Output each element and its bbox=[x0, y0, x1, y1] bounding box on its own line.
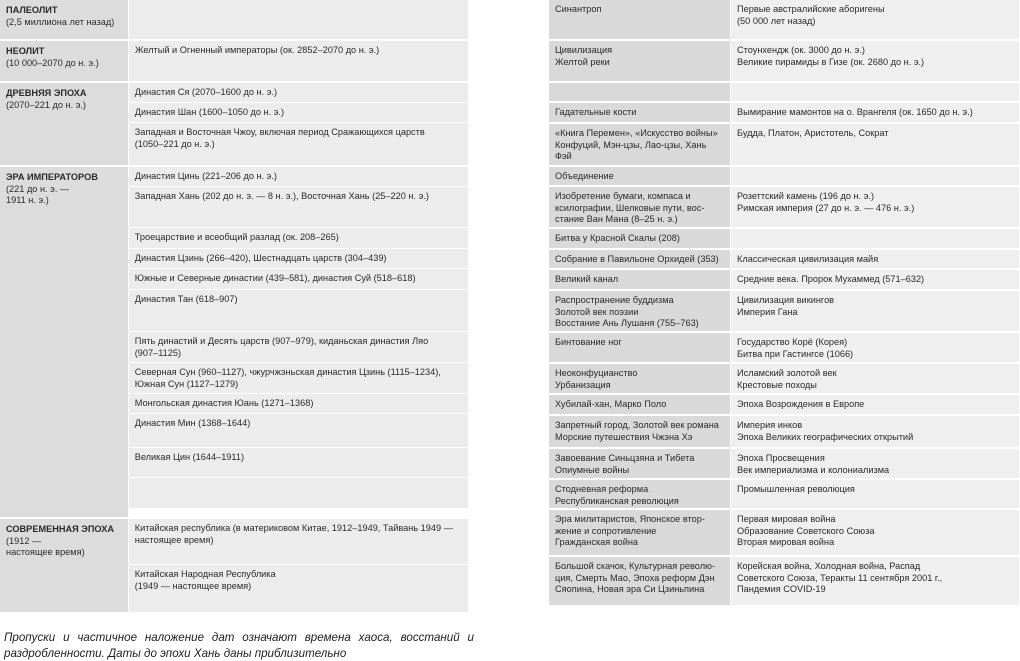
world-event: Цивилизация викингов Империя Гана bbox=[730, 291, 1019, 331]
world-event: Корейская война, Холодная война, Распад Советского Союза, Теракты 11 сентября 2001 г., Пандемия COVID-19 bbox=[730, 557, 1019, 605]
china-event: Битва у Красной Скалы (208) bbox=[549, 229, 730, 248]
dynasty-cell: Желтый и Огненный императоры (ок. 2852–2070 до н. э.) bbox=[128, 41, 468, 81]
event-row bbox=[549, 103, 1019, 124]
world-event: Эпоха Возрождения в Европе bbox=[730, 395, 1019, 414]
era-row-paleolith bbox=[0, 0, 468, 41]
dynasty-item: Южные и Северные династии (439–581), династия Суй (518–618) bbox=[129, 269, 468, 290]
event-row bbox=[549, 364, 1019, 395]
event-row bbox=[549, 229, 1019, 250]
world-event bbox=[730, 83, 1019, 101]
china-event: Завоевание Синьцзяна и Тибета Опиумные войны bbox=[549, 449, 730, 478]
dynasty-item: Монгольская династия Юань (1271–1368) bbox=[129, 394, 468, 414]
era-row-emperors bbox=[0, 167, 468, 519]
events-table bbox=[549, 0, 1019, 605]
era-date: (221 до н. э. — 1911 н. э.) bbox=[6, 183, 70, 205]
dynasty-item: Династия Цинь (221–206 до н. э.) bbox=[129, 167, 468, 187]
world-event: Эпоха Просвещения Век империализма и колониализма bbox=[730, 449, 1019, 478]
era-date: (2,5 миллиона лет назад) bbox=[6, 16, 115, 27]
event-row bbox=[549, 416, 1019, 449]
china-event: Запретный город, Золотой век романа Морские путешествия Чжэна Хэ bbox=[549, 416, 730, 447]
event-row bbox=[549, 167, 1019, 187]
world-event bbox=[730, 229, 1019, 248]
china-event: Собрание в Павильоне Орхидей (353) bbox=[549, 250, 730, 268]
dynasty-item: Династия Цзинь (266–420), Шестнадцать царств (304–439) bbox=[129, 249, 468, 269]
era-cell bbox=[0, 83, 128, 165]
dynasty-item: Китайская Народная Республика (1949 — настоящее время) bbox=[129, 565, 468, 612]
china-event: Большой скачок, Культурная револю- ция, Смерть Мао, Эпоха реформ Дэн Сяопина, Новая эра Си Цзиньпина bbox=[549, 557, 730, 605]
world-event: Стоунхендж (ок. 3000 до н. э.) Великие пирамиды в Гизе (ок. 2680 до н. э.) bbox=[730, 41, 1019, 81]
china-event: Гадательные кости bbox=[549, 103, 730, 122]
world-event: Исламский золотой век Крестовые походы bbox=[730, 364, 1019, 393]
world-event: Первая мировая война Образование Советского Союза Вторая мировая война bbox=[730, 510, 1019, 555]
caption: Пропуски и частичное наложение дат означают времена хаоса, восстаний и раздробленности. Даты до эпохи Хань даны приблизительно bbox=[4, 631, 474, 660]
event-row bbox=[549, 333, 1019, 364]
era-name: ЭРА ИМПЕРАТОРОВ bbox=[6, 172, 98, 182]
china-event: «Книга Перемен», «Искусство войны» Конфуций, Мэн-цзы, Лао-цзы, Хань Фэй bbox=[549, 124, 730, 165]
china-event: Синантроп bbox=[549, 0, 730, 39]
event-row bbox=[549, 395, 1019, 416]
event-row bbox=[549, 124, 1019, 167]
event-row bbox=[549, 250, 1019, 270]
dynasty-cell bbox=[128, 0, 468, 39]
era-row-ancient bbox=[0, 83, 468, 167]
event-row bbox=[549, 557, 1019, 605]
world-event: Розеттский камень (196 до н. э.) Римская империя (27 до н. э. — 476 н. э.) bbox=[730, 187, 1019, 227]
event-row bbox=[549, 449, 1019, 480]
era-cell bbox=[0, 0, 128, 39]
era-row-modern bbox=[0, 519, 468, 614]
dynasty-item: Троецарствие и всеобщий разлад (ок. 208–265) bbox=[129, 228, 468, 249]
china-event bbox=[549, 83, 730, 101]
event-row bbox=[549, 510, 1019, 557]
event-row bbox=[549, 83, 1019, 103]
era-cell bbox=[0, 519, 128, 612]
china-event: Эра милитаристов, Японское втор- жение и сопротивление Гражданская война bbox=[549, 510, 730, 555]
era-date: (10 000–2070 до н. э.) bbox=[6, 57, 99, 68]
china-event: Неоконфуцианство Урбанизация bbox=[549, 364, 730, 393]
era-name: СОВРЕМЕННАЯ ЭПОХА bbox=[6, 524, 114, 534]
dynasty-item: Династия Шан (1600–1050 до н. э.) bbox=[129, 103, 468, 124]
event-row bbox=[549, 270, 1019, 291]
china-event: Объединение bbox=[549, 167, 730, 185]
world-event: Классическая цивилизация майя bbox=[730, 250, 1019, 268]
dynasty-item: Северная Сун (960–1127), чжурчжэньская династия Цзинь (1115–1234), Южная Сун (1127–1279) bbox=[129, 363, 468, 394]
dynasty-list bbox=[128, 519, 468, 612]
event-row bbox=[549, 187, 1019, 229]
china-event: Хубилай-хан, Марко Поло bbox=[549, 395, 730, 414]
china-event: Изобретение бумаги, компаса и ксилографии, Шелковые пути, вос- стание Ван Мана (8–25 н. э.) bbox=[549, 187, 730, 227]
dynasty-list bbox=[128, 83, 468, 165]
dynasty-item: Династия Тан (618–907) bbox=[129, 290, 468, 332]
era-cell bbox=[0, 167, 128, 517]
dynasty-item: Династия Мин (1368–1644) bbox=[129, 414, 468, 448]
event-row bbox=[549, 480, 1019, 510]
world-event: Вымирание мамонтов на о. Врангеля (ок. 1650 до н. э.) bbox=[730, 103, 1019, 122]
era-row-neolith bbox=[0, 41, 468, 83]
china-event: Цивилизация Желтой реки bbox=[549, 41, 730, 81]
event-row bbox=[549, 291, 1019, 333]
era-name: ДРЕВНЯЯ ЭПОХА bbox=[6, 88, 87, 98]
china-event: Распространение буддизма Золотой век поэзии Восстание Ань Лушаня (755–763) bbox=[549, 291, 730, 331]
era-name: НЕОЛИТ bbox=[6, 46, 45, 56]
event-row bbox=[549, 41, 1019, 83]
china-event: Бинтование ног bbox=[549, 333, 730, 362]
dynasty-item: Западная Хань (202 до н. э. — 8 н. э.), Восточная Хань (25–220 н. э.) bbox=[129, 187, 468, 228]
china-event: Великий канал bbox=[549, 270, 730, 289]
dynasty-item: Пять династий и Десять царств (907–979), киданьская династия Ляо (907–1125) bbox=[129, 332, 468, 363]
world-event: Будда, Платон, Аристотель, Сократ bbox=[730, 124, 1019, 165]
dynasty-item bbox=[129, 478, 468, 508]
world-event: Империя инков Эпоха Великих географических открытий bbox=[730, 416, 1019, 447]
world-event: Промышленная революция bbox=[730, 480, 1019, 508]
era-date: (2070–221 до н. э.) bbox=[6, 99, 86, 110]
dynasty-list bbox=[128, 167, 468, 517]
china-event: Стодневная реформа Республиканская революция bbox=[549, 480, 730, 508]
world-event: Государство Корё (Корея) Битва при Гастингсе (1066) bbox=[730, 333, 1019, 362]
world-event bbox=[730, 167, 1019, 185]
era-name: ПАЛЕОЛИТ bbox=[6, 5, 58, 15]
world-event: Средние века. Пророк Мухаммед (571–632) bbox=[730, 270, 1019, 289]
dynasty-item: Китайская республика (в материковом Китае, 1912–1949, Тайвань 1949 — настоящее время) bbox=[129, 519, 468, 565]
world-event: Первые австралийские аборигены (50 000 лет назад) bbox=[730, 0, 1019, 39]
event-row bbox=[549, 0, 1019, 41]
dynasty-item: Западная и Восточная Чжоу, включая период Сражающихся царств (1050–221 до н. э.) bbox=[129, 123, 468, 165]
era-cell bbox=[0, 41, 128, 81]
dynasty-item: Династия Ся (2070–1600 до н. э.) bbox=[129, 83, 468, 103]
era-date: (1912 — настоящее время) bbox=[6, 535, 85, 557]
dynasty-item: Великая Цин (1644–1911) bbox=[129, 448, 468, 478]
eras-table bbox=[0, 0, 468, 614]
